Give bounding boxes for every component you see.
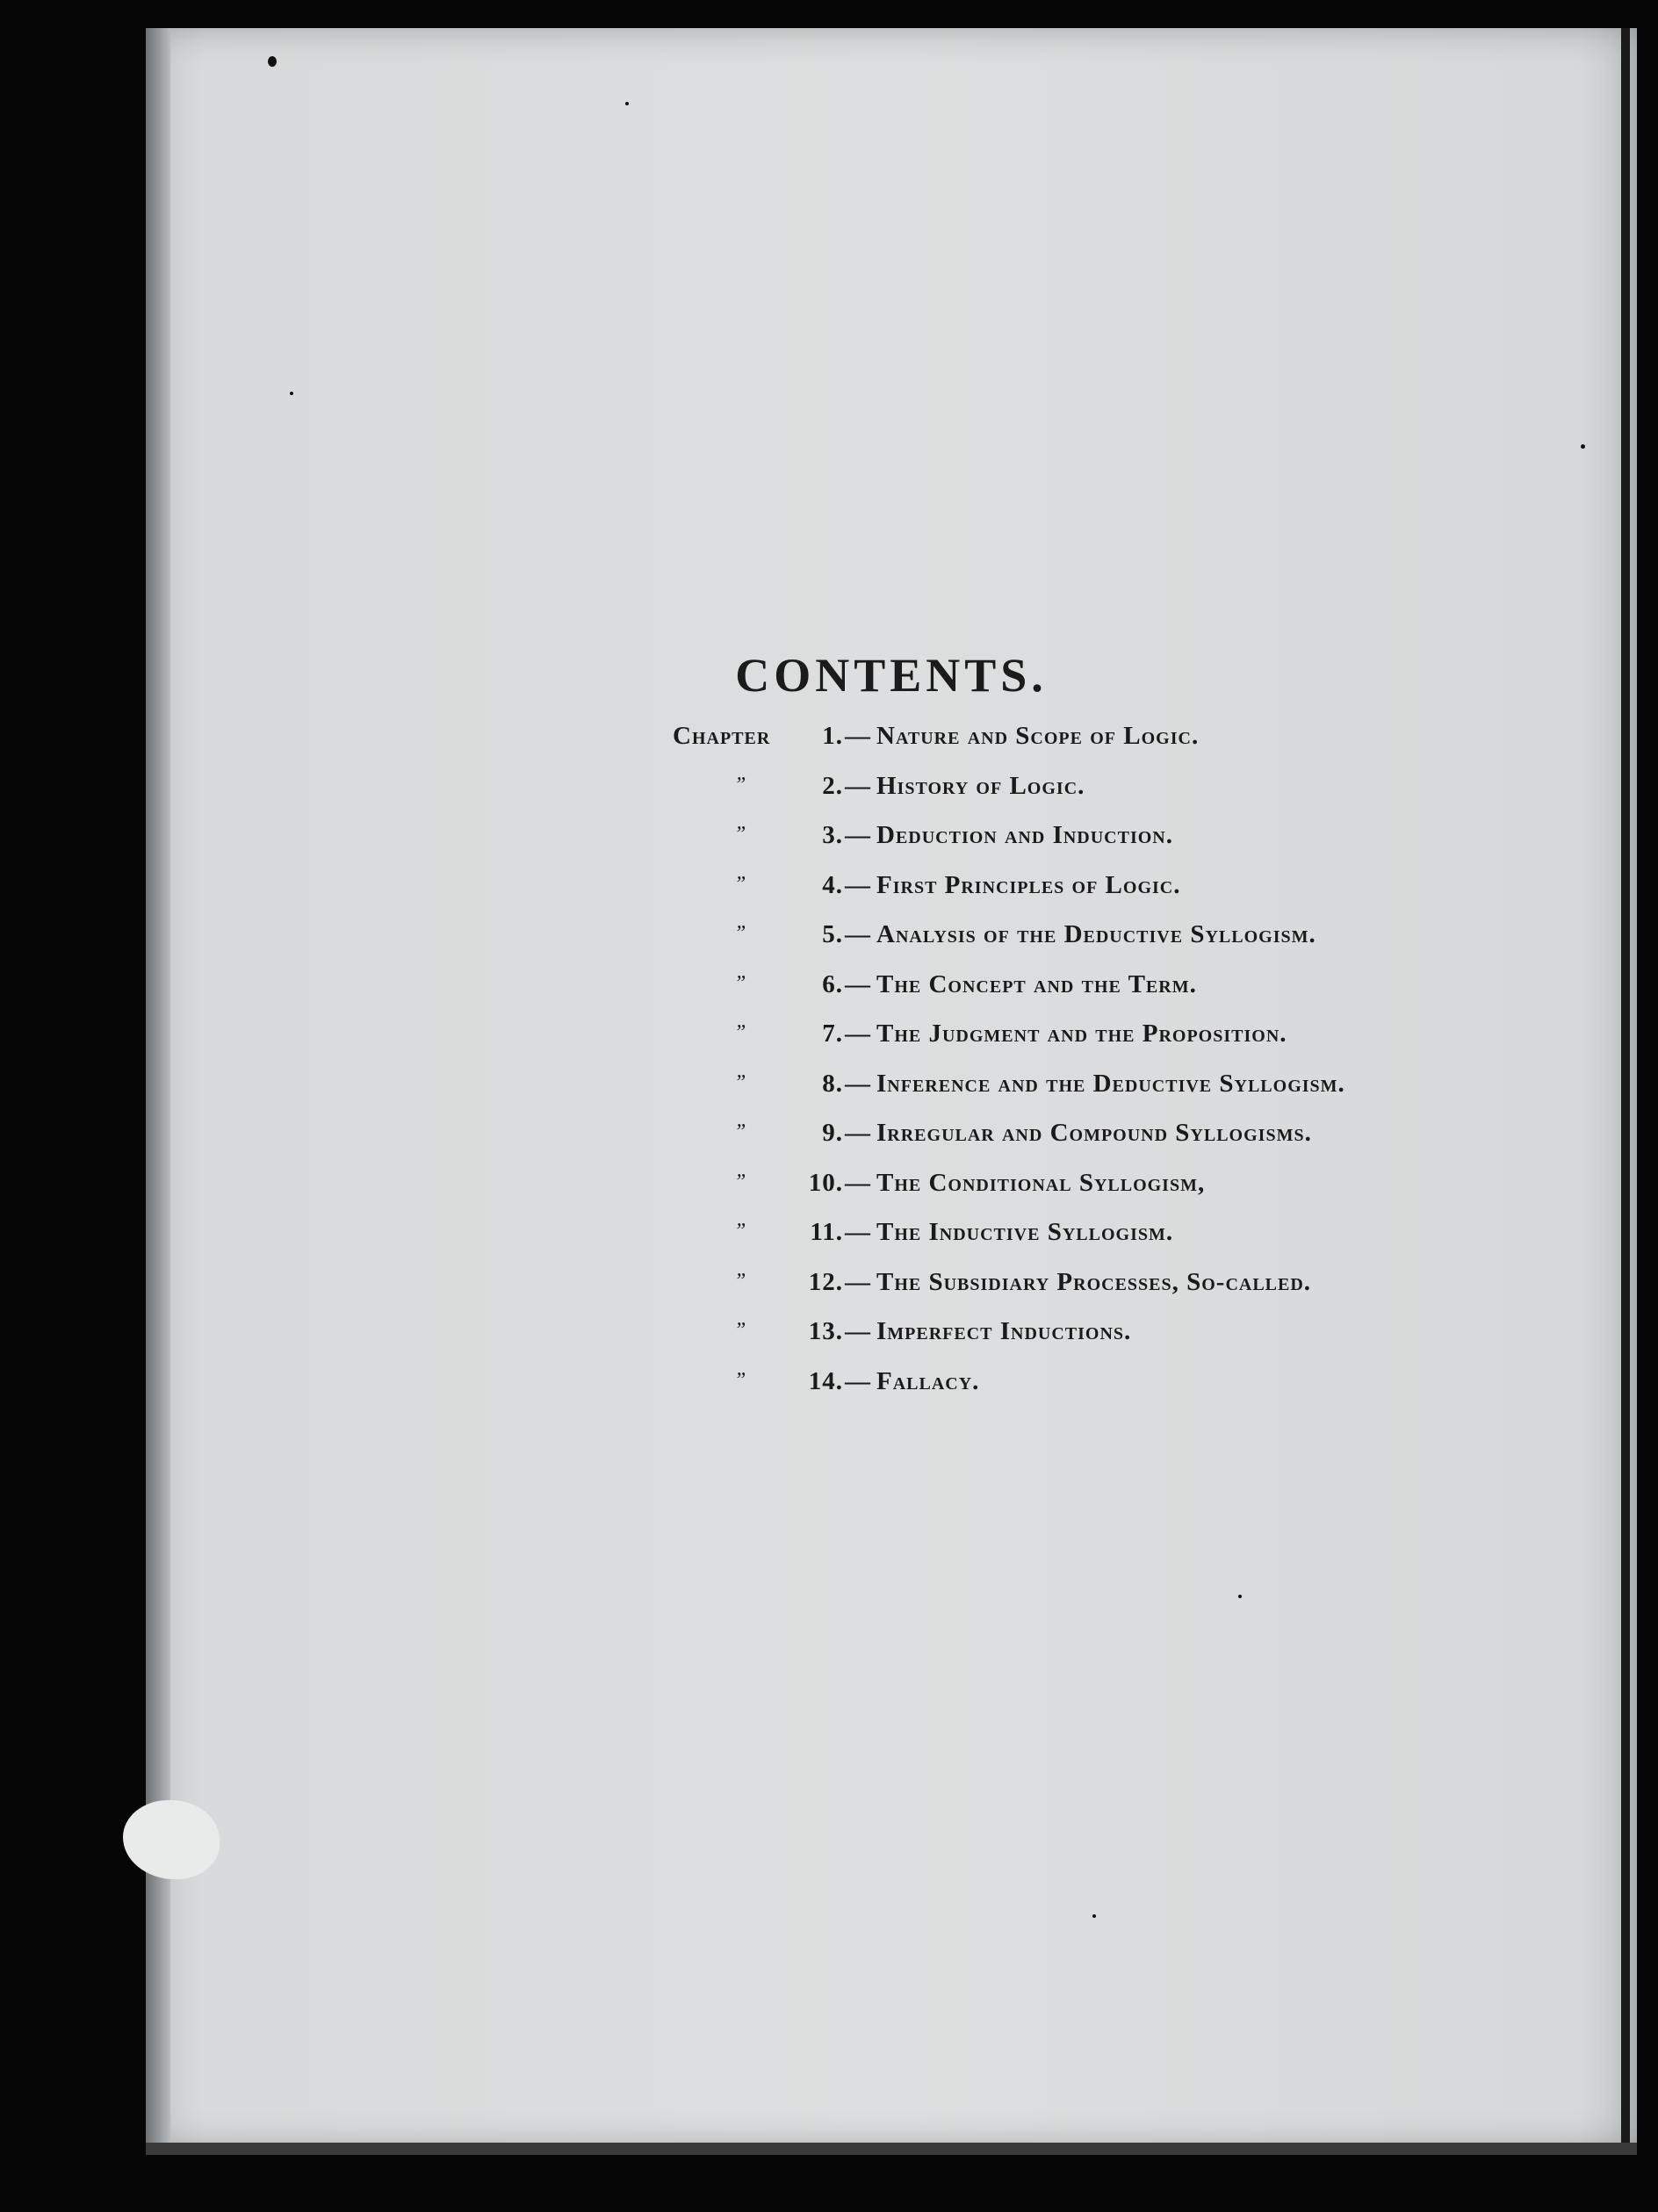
page-edge-right [1621,28,1630,2148]
chapter-number: 3. [822,821,843,849]
em-dash: — [845,1267,871,1296]
chapter-number: 5. [822,920,843,948]
chapter-title: The Subsidiary Processes, So-called. [876,1267,1312,1296]
ditto-mark: ” [734,1120,747,1143]
ditto-mark: ” [734,1170,747,1193]
ditto-mark: ” [734,971,747,995]
ditto-mark: ” [734,1368,747,1392]
chapter-label: Chapter [673,722,771,750]
ditto-mark: ” [734,1269,747,1293]
chapter-title: Nature and Scope of Logic. [876,722,1200,750]
chapter-number: 11. [810,1218,843,1246]
chapter-title: Inference and the Deductive Syllogism. [876,1069,1345,1098]
chapter-number: 7. [822,1020,843,1048]
toc-entry [673,722,1551,772]
toc-entry [673,1367,1551,1417]
chapter-title: History of Logic. [876,771,1085,800]
chapter-number: 12. [808,1267,843,1296]
ditto-mark: ” [734,1220,747,1243]
chapter-number: 13. [808,1317,843,1345]
toc-entry [673,871,1551,921]
paper-stain [123,1800,220,1879]
dust-speck [1581,444,1585,449]
toc-entry [673,1317,1551,1367]
chapter-number: 10. [808,1168,843,1197]
ditto-mark: ” [734,1070,747,1094]
toc-entry [673,1020,1551,1070]
chapter-title: First Principles of Logic. [876,870,1181,899]
ditto-mark: ” [734,823,747,846]
em-dash: — [845,1218,871,1246]
em-dash: — [845,722,871,750]
ditto-mark: ” [734,1319,747,1342]
chapter-title: Fallacy. [876,1366,980,1395]
em-dash: — [845,1366,871,1395]
em-dash: — [845,1020,871,1048]
chapter-title: The Inductive Syllogism. [876,1218,1174,1246]
chapter-number: 1. [822,722,843,750]
em-dash: — [845,1168,871,1197]
ditto-mark: ” [734,922,747,945]
em-dash: — [845,1119,871,1147]
chapter-number: 14. [808,1366,843,1395]
page-edge-bottom [146,2143,1637,2155]
chapter-title: Irregular and Compound Syllogisms. [876,1119,1312,1147]
dust-speck [268,56,277,67]
em-dash: — [845,870,871,899]
dust-speck [1238,1595,1242,1598]
toc-entry [673,1218,1551,1268]
em-dash: — [845,771,871,800]
ditto-mark: ” [734,872,747,896]
chapter-title: The Conditional Syllogism, [876,1168,1206,1197]
toc-entry [673,1169,1551,1219]
chapter-title: Imperfect Inductions. [876,1317,1132,1345]
chapter-number: 6. [822,969,843,998]
chapter-number: 4. [822,870,843,899]
dust-speck [1092,1914,1096,1918]
em-dash: — [845,1317,871,1345]
em-dash: — [845,821,871,849]
table-of-contents [673,722,1551,1416]
dust-speck [625,102,629,105]
toc-entry [673,970,1551,1020]
paper-page [146,28,1637,2148]
toc-entry [673,1119,1551,1169]
chapter-title: Deduction and Induction. [876,821,1173,849]
dust-speck [290,392,293,395]
page-title: CONTENTS. [735,649,1048,703]
chapter-number: 9. [822,1119,843,1147]
ditto-mark: ” [734,773,747,796]
chapter-title: The Concept and the Term. [876,969,1197,998]
chapter-title: Analysis of the Deductive Syllogism. [876,920,1316,948]
chapter-number: 2. [822,771,843,800]
em-dash: — [845,969,871,998]
em-dash: — [845,1069,871,1098]
ditto-mark: ” [734,1021,747,1044]
chapter-title: The Judgment and the Proposition. [876,1020,1287,1048]
toc-entry [673,772,1551,822]
toc-entry [673,1268,1551,1318]
toc-entry [673,920,1551,970]
toc-entry [673,821,1551,871]
toc-entry [673,1070,1551,1120]
chapter-number: 8. [822,1069,843,1098]
em-dash: — [845,920,871,948]
